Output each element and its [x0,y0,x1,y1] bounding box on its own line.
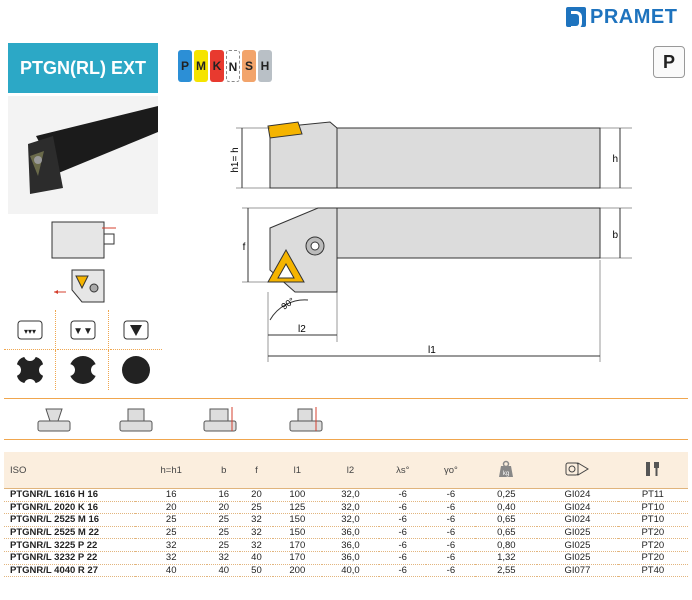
table-cell: 150 [273,526,322,539]
table-cell: 0,40 [475,501,537,514]
table-cell: 0,65 [475,526,537,539]
table-cell: 16 [135,489,207,502]
op-medium-machining [57,310,109,350]
table-cell: GI025 [537,539,617,552]
col-l1: l1 [273,452,322,489]
table-cell: PT20 [618,539,688,552]
iso-group-k: K [210,50,224,82]
table-cell: -6 [379,539,426,552]
spare-parts-icon [618,452,688,489]
table-row [4,564,688,577]
table-row [4,489,688,502]
table-row [4,526,688,539]
table-cell: -6 [426,539,475,552]
table-cell: 32 [207,551,240,564]
table-cell: 32 [240,526,273,539]
table-cell: -6 [426,551,475,564]
table-cell: PT40 [618,564,688,577]
table-cell: 32 [240,514,273,527]
table-cell: 36,0 [322,526,379,539]
table-cell: 20 [207,501,240,514]
brand-name: PRAMET [590,5,678,28]
pramet-logo-icon [566,7,586,27]
op-interrupted-cut [4,350,56,390]
table-cell: GI024 [537,514,617,527]
table-cell: 150 [273,514,322,527]
col-l2: l2 [322,452,379,489]
product-title: PTGN(RL) EXT [8,43,158,93]
table-cell: PTGNR/L 2020 K 16 [4,501,135,514]
table-cell: 50 [240,564,273,577]
table-row [4,514,688,527]
col-f: f [240,452,273,489]
table-cell: 32,0 [322,489,379,502]
table-cell: 25 [207,539,240,552]
table-cell: PTGNR/L 3225 P 22 [4,539,135,552]
iso-group-n: N [226,50,240,82]
table-cell: 100 [273,489,322,502]
table-cell: PTGNR/L 2525 M 22 [4,526,135,539]
svg-text:▼▼: ▼▼ [72,325,93,337]
iso-group-s: S [242,50,256,82]
table-cell: -6 [426,514,475,527]
table-header-row [4,452,688,489]
table-cell: -6 [426,501,475,514]
table-cell: PT20 [618,551,688,564]
table-cell: 20 [135,501,207,514]
iso-group-h: H [258,50,272,82]
table-cell: 25 [135,526,207,539]
pramet-logo [566,6,677,28]
table-cell: 32,0 [322,501,379,514]
table-cell: -6 [379,489,426,502]
table-cell: -6 [379,514,426,527]
table-cell: GI077 [537,564,617,577]
table-cell: PT20 [618,526,688,539]
table-cell: 200 [273,564,322,577]
table-cell: 40 [207,564,240,577]
col-h: h=h1 [135,452,207,489]
table-cell: 0,65 [475,514,537,527]
table-cell: -6 [379,564,426,577]
spec-table [4,452,688,577]
col-lambda: λs° [379,452,426,489]
table-cell: 170 [273,551,322,564]
op-roughing [110,310,162,350]
table-cell: 125 [273,501,322,514]
dim-f-label: f [242,242,246,253]
op-light-finishing [4,310,56,350]
side-view-thumbnail [50,220,120,262]
table-cell: 0,25 [475,489,537,502]
top-view-thumbnail [52,262,122,308]
table-cell: 32 [135,551,207,564]
table-cell: 32,0 [322,514,379,527]
table-cell: PT10 [618,501,688,514]
iso-material-groups [178,50,272,82]
svg-text:▾▾▾: ▾▾▾ [23,326,36,336]
col-gamma: γo° [426,452,475,489]
weight-icon [475,452,537,489]
table-cell: 40 [135,564,207,577]
table-cell: 36,0 [322,539,379,552]
dim-b-label: b [612,230,618,241]
table-cell: PTGNR/L 3232 P 22 [4,551,135,564]
iso-group-p: P [178,50,192,82]
table-cell: 25 [135,514,207,527]
dim-h1-label: h1= h [230,147,241,173]
table-cell: -6 [426,564,475,577]
table-cell: 25 [207,514,240,527]
tool-holder-photo [8,96,158,214]
holder-end-view-icon [34,405,74,433]
iso-group-m: M [194,50,208,82]
table-cell: -6 [426,489,475,502]
table-cell: PT10 [618,514,688,527]
clamping-icons-strip [4,398,688,440]
table-cell: GI025 [537,551,617,564]
holder-shank-icon [116,405,156,433]
table-cell: -6 [379,551,426,564]
holder-side-red-icon [200,405,240,433]
table-cell: 36,0 [322,551,379,564]
table-cell: 16 [207,489,240,502]
op-continuous-cut [110,350,162,390]
table-cell: -6 [379,526,426,539]
table-cell: 1,32 [475,551,537,564]
table-cell: 2,55 [475,564,537,577]
table-cell: -6 [379,501,426,514]
insert-icon [537,452,617,489]
table-row [4,539,688,552]
table-cell: PTGNR/L 4040 R 27 [4,564,135,577]
table-cell: PTGNR/L 2525 M 16 [4,514,135,527]
dim-l1-label: l1 [428,345,436,356]
table-cell: GI025 [537,526,617,539]
table-cell: 20 [240,489,273,502]
material-badge: P [653,46,685,78]
table-row [4,551,688,564]
col-iso: ISO [4,452,135,489]
table-cell: PTGNR/L 1616 H 16 [4,489,135,502]
table-cell: -6 [426,526,475,539]
table-cell: 0,80 [475,539,537,552]
holder-top-red-icon [286,405,326,433]
dim-h-label: h [612,154,618,165]
table-cell: GI024 [537,501,617,514]
op-light-interruption [57,350,109,390]
table-cell: 25 [207,526,240,539]
technical-drawing [220,110,640,370]
table-cell: GI024 [537,489,617,502]
svg-text:kg: kg [503,470,510,477]
table-cell: 32 [240,539,273,552]
operations-grid [4,310,162,390]
table-cell: 32 [135,539,207,552]
col-b: b [207,452,240,489]
angle-label: 90° [279,295,297,312]
table-cell: 40 [240,551,273,564]
table-cell: 170 [273,539,322,552]
table-cell: 25 [240,501,273,514]
dim-l2-label: l2 [298,324,306,335]
table-row [4,501,688,514]
table-cell: PT11 [618,489,688,502]
table-cell: 40,0 [322,564,379,577]
